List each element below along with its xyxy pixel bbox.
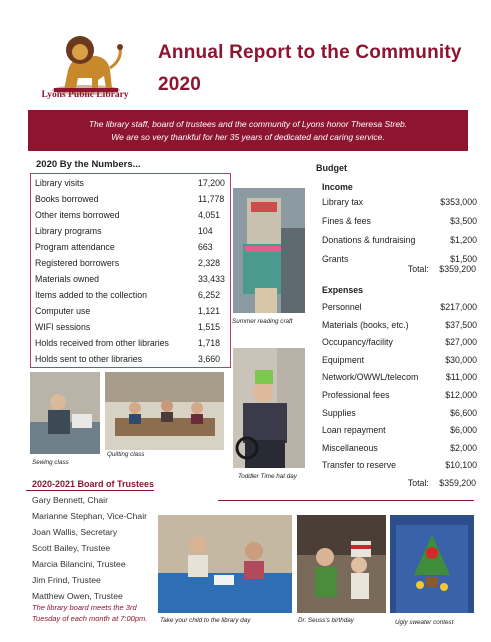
expense-value: $6,600 (450, 407, 477, 418)
board-member: Jim Frind, Trustee (32, 575, 101, 585)
sweater-caption: Ugly sweater contest (395, 619, 454, 626)
banner-line-2: We are so very thankful for her 35 years of dedicated and caring service. (111, 132, 385, 142)
income-value: $353,000 (440, 197, 477, 207)
budget-heading: Budget (316, 163, 347, 173)
expense-value: $217,000 (440, 302, 477, 312)
income-value: $1,500 (450, 254, 477, 264)
stat-label: Other items borrowed (35, 210, 120, 220)
stat-value: 17,200 (198, 178, 225, 188)
expense-label: Equipment (322, 354, 365, 365)
board-member: Gary Bennett, Chair (32, 495, 108, 505)
numbers-box (30, 173, 231, 368)
board-member: Matthew Owen, Trustee (32, 591, 123, 601)
expense-value: $11,000 (445, 372, 477, 383)
expense-label: Network/OWWL/telecom (322, 372, 419, 383)
take-child-caption: Take your child to the library day (160, 617, 251, 624)
page-title: Annual Report to the Community (158, 42, 462, 63)
sewing-class-photo (30, 372, 100, 454)
summer-reading-photo (233, 188, 305, 313)
stat-label: Library programs (35, 226, 102, 236)
expense-value: $6,000 (450, 425, 477, 436)
stat-value: 1,121 (198, 306, 221, 316)
stat-label: Library visits (35, 178, 84, 188)
stat-label: Computer use (35, 306, 91, 316)
board-heading: 2020-2021 Board of Trustees (32, 479, 155, 489)
board-member: Marianne Stephan, Vice-Chair (32, 511, 147, 521)
expenses-heading: Expenses (322, 285, 364, 295)
photo-divider (218, 500, 474, 501)
stat-value: 4,051 (198, 210, 221, 220)
quilting-class-caption: Quilting class (107, 451, 145, 458)
sweater-photo (390, 515, 474, 613)
income-label: Fines & fees (322, 216, 371, 226)
expense-value: $37,500 (445, 319, 477, 330)
expense-value: $2,000 (450, 442, 477, 453)
seuss-caption: Dr. Seuss's birthday (298, 617, 354, 624)
stat-value: 2,328 (198, 258, 221, 268)
stat-value: 1,718 (198, 338, 221, 348)
expense-label: Materials (books, etc.) (322, 319, 409, 330)
stat-value: 3,660 (198, 354, 221, 364)
toddler-time-caption: Toddler Time hat day (238, 473, 297, 480)
quilting-class-photo (105, 372, 224, 450)
expense-label: Loan repayment (322, 425, 386, 436)
income-value: $3,500 (450, 216, 477, 226)
stat-label: Holds sent to other libraries (35, 354, 143, 364)
expense-value: $30,000 (445, 354, 477, 365)
stat-label: Materials owned (35, 274, 100, 284)
expenses-total (408, 478, 476, 488)
stat-value: 11,778 (198, 194, 225, 204)
page-year: 2020 (158, 74, 202, 95)
toddler-time-photo (233, 348, 305, 468)
stat-value: 1,515 (198, 322, 221, 332)
summer-reading-caption: Summer reading craft (232, 318, 293, 325)
income-value: $1,200 (450, 235, 477, 245)
stat-label: WIFI sessions (35, 322, 91, 332)
expense-label: Supplies (322, 407, 356, 418)
board-member: Marcia Bilancini, Trustee (32, 559, 126, 569)
stat-label: Registered borrowers (35, 258, 120, 268)
stat-value: 104 (198, 226, 213, 236)
expenses-total-value: $359,200 (439, 478, 476, 488)
board-meeting-note: The library board meets the 3rd Tuesday of each month at 7:00pm. (32, 603, 148, 623)
expense-label: Occupancy/facility (322, 337, 393, 348)
income-label: Grants (322, 254, 349, 264)
dedication-banner (28, 110, 468, 151)
board-member: Scott Bailey, Trustee (32, 543, 111, 553)
expenses-total-label: Total: (407, 478, 429, 488)
stat-label: Items added to the collection (35, 290, 147, 300)
numbers-heading: 2020 By the Numbers... (36, 159, 141, 170)
expense-label: Professional fees (322, 390, 390, 400)
banner-line-1: The library staff, board of trustees and the community of Lyons honor Theresa Streb. (88, 119, 408, 129)
expense-value: $10,100 (445, 460, 477, 471)
income-label: Library tax (322, 197, 364, 207)
income-total-label: Total: (407, 264, 429, 274)
expense-label: Miscellaneous (322, 442, 378, 453)
stat-value: 6,252 (198, 290, 221, 300)
logo-text: Lyons Public Library (41, 90, 129, 100)
stat-label: Holds received from other libraries (35, 338, 169, 348)
seuss-photo (297, 515, 386, 613)
stat-label: Books borrowed (35, 194, 99, 204)
income-heading: Income (322, 182, 353, 192)
expense-value: $27,000 (445, 337, 477, 348)
stat-label: Program attendance (35, 242, 115, 252)
sewing-class-caption: Sewing class (32, 459, 69, 466)
stat-value: 663 (198, 242, 213, 252)
board-divider (26, 490, 154, 491)
stat-value: 33,433 (198, 274, 225, 284)
board-member: Joan Wallis, Secretary (32, 527, 118, 537)
income-label: Donations & fundraising (322, 235, 416, 245)
expense-label: Transfer to reserve (322, 460, 396, 471)
take-child-photo (158, 515, 292, 613)
income-total-value: $359,200 (439, 264, 476, 274)
expense-label: Personnel (322, 302, 362, 312)
income-total (408, 264, 476, 274)
expense-value: $12,000 (445, 390, 477, 400)
